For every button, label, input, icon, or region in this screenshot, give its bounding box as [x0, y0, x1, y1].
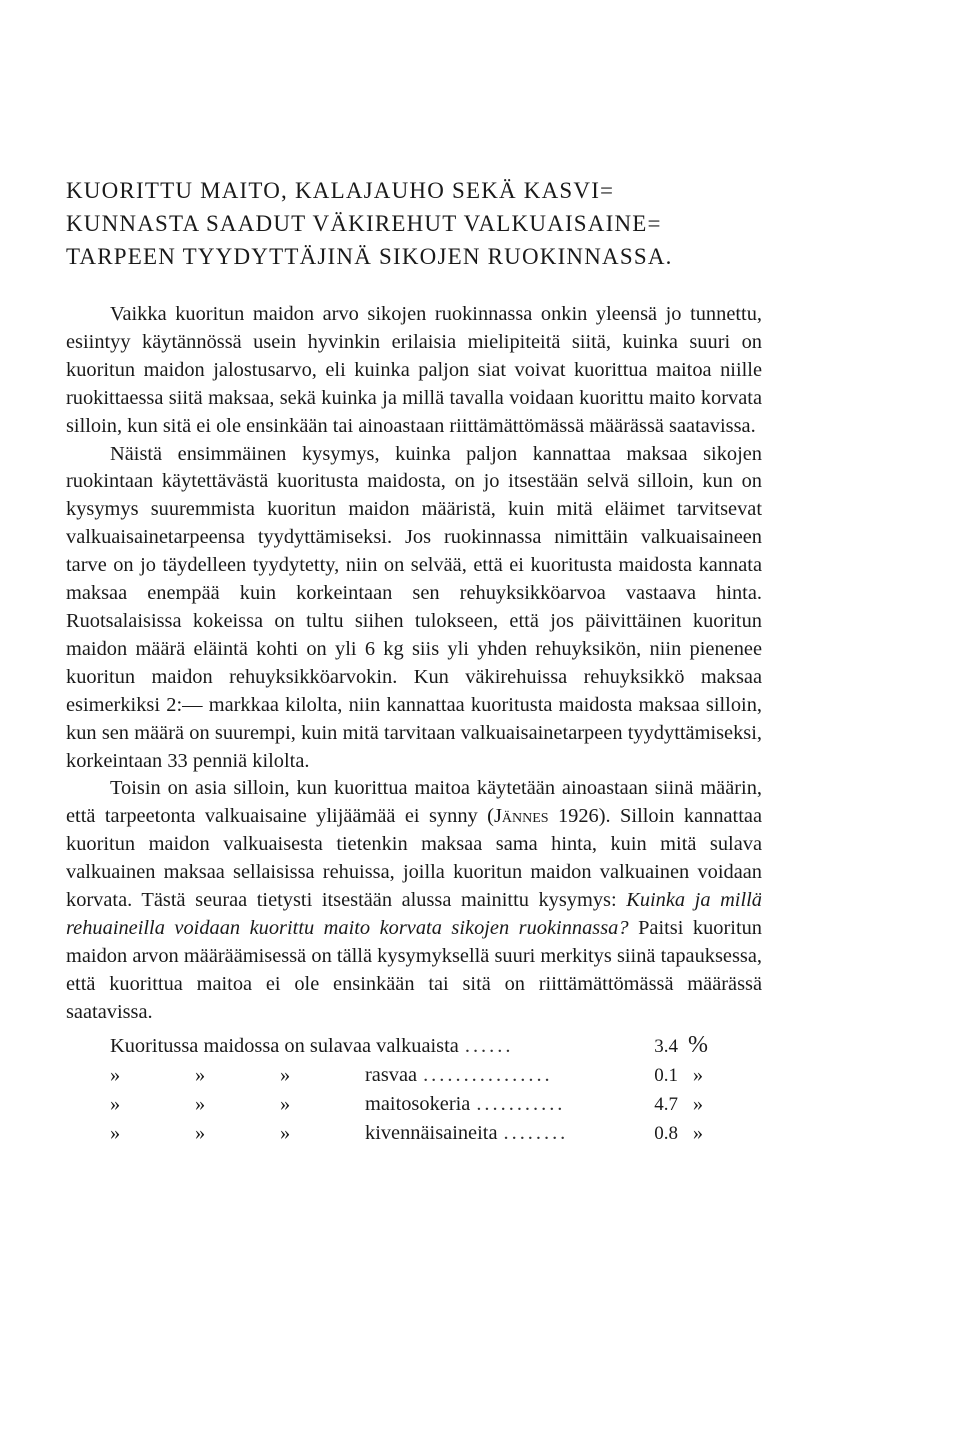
ditto-mark: » — [195, 1121, 206, 1144]
paragraph-1: Vaikka kuoritun maidon arvo sikojen ruokinnassa onkin yleensä jo tunnettu, esiintyy käytännössä usein hyvinkin erilaisia mielipiteitä siitä, kuinka suuri on kuoritun maidon jalostusarvo, eli kuinka paljon siat voivat kuorittua maitoa niille ruokittaessa siitä maksaa, sekä kuinka ja millä tavalla voidaan kuorittu maito korvata silloin, kun sitä ei ole ensinkään tai ainoastaan riittämättömässä määrässä saatavissa. — [66, 303, 762, 437]
composition-value: 4.7 — [654, 1093, 678, 1115]
title-line-3: TARPEEN TYYDYTTÄJINÄ SIKOJEN RUOKINNASSA. — [66, 244, 673, 269]
paragraph-3-text-b: 1926). Silloin kannattaa kuoritun maidon valkuaisesta tietenkin maksaa sama hinta, kuin mitä sulava valkuainen maksaa sellaisissa rehuissa, joilla kuoritun maidon valkuainen voidaan korvata. Tästä seuraa tietysti itsestään alussa mainittu kysymys: — [66, 805, 762, 912]
paragraph-3-text-a: Toisin on asia silloin, kun kuorittua maitoa käytetään ainoastaan siinä määrin, että tarpeetonta valkuaisaine ylijäämää ei synny ( — [66, 777, 762, 828]
document-page — [66, 174, 762, 1148]
ditto-mark: » — [110, 1121, 121, 1144]
leader-dots: ........... — [476, 1092, 566, 1115]
composition-unit: » — [692, 1121, 704, 1144]
composition-row — [110, 1061, 762, 1090]
leader-dots: ...... — [464, 1034, 514, 1057]
composition-unit: % — [688, 1031, 708, 1058]
title-line-1: KUORITTU MAITO, KALAJAUHO SEKÄ KASVI= — [66, 178, 615, 203]
paragraph-3 — [66, 775, 762, 1026]
author-reference: Jännes — [493, 805, 549, 828]
leader-dots: ................ — [423, 1063, 553, 1086]
body-text — [66, 301, 762, 1027]
composition-value: 0.8 — [654, 1122, 678, 1144]
ditto-mark: » — [280, 1063, 291, 1086]
composition-unit: » — [692, 1092, 704, 1115]
composition-label: kivennäisaineita — [365, 1121, 498, 1144]
composition-label: maitosokeria — [365, 1092, 471, 1115]
leader-dots: ........ — [503, 1121, 569, 1144]
ditto-mark: » — [110, 1063, 121, 1086]
composition-table — [110, 1031, 762, 1148]
composition-label: rasvaa — [365, 1063, 418, 1086]
composition-row — [110, 1119, 762, 1148]
ditto-mark: » — [280, 1121, 291, 1144]
composition-row — [110, 1031, 762, 1061]
ditto-mark: » — [280, 1092, 291, 1115]
ditto-mark: » — [195, 1092, 206, 1115]
paragraph-3-text-c: Paitsi kuoritun maidon arvon määräämisessä on tällä kysymyksellä suuri merkitys siinä tapauksessa, että kuorittua maitoa ei ole ensinkään tai sitä on riittämättömässä määrässä saatavissa. — [66, 916, 763, 1023]
page-title — [66, 174, 762, 273]
composition-value: 0.1 — [654, 1064, 678, 1086]
composition-unit: » — [692, 1063, 704, 1086]
title-line-2: KUNNASTA SAADUT VÄKIREHUT VALKUAISAINE= — [66, 211, 662, 236]
ditto-mark: » — [110, 1092, 121, 1115]
composition-row — [110, 1090, 762, 1119]
composition-label: Kuoritussa maidossa on sulavaa valkuaista — [110, 1034, 459, 1057]
ditto-mark: » — [195, 1063, 206, 1086]
paragraph-2: Näistä ensimmäinen kysymys, kuinka paljon kannattaa maksaa sikojen ruokintaan käytettävästä kuoritusta maidosta, on jo itsestään selvä silloin, kun on kysymys suuremmista kuoritun maidon määristä, kuin mitä eläimet tarvitsevat valkuaisainetarpeensa tyydyttämiseksi. Jos ruokinnassa nimittäin valkuaisaineen tarve on jo täydelleen tyydytetty, niin on selvää, että ei kuoritusta maidosta kannata maksaa enempää kuin korkeintaan sen rehuyksikköarvoa vastaava hinta. Ruotsalaisissa kokeissa on tultu siihen tulokseen, että jos päivittäinen kuoritun maidon määrä eläintä kohti on yli 6 kg siis yli yhden rehuyksikön, niin pienenee kuoritun maidon rehuyksikköarvokin. Kun väkirehuissa rehuyksikkö maksaa esimerkiksi 2:— markkaa kilolta, niin kannattaa kuoritusta maidosta maksaa silloin, kun sen määrä on suurempi, kuin mitä tarvitaan valkuaisainetarpeen tyydyttämiseksi, korkeintaan 33 penniä kilolta. — [66, 442, 762, 772]
composition-value: 3.4 — [654, 1035, 678, 1057]
research-question: Kuinka ja millä rehuaineilla voidaan kuorittu maito korvata sikojen ruokinnassa? — [66, 889, 763, 939]
